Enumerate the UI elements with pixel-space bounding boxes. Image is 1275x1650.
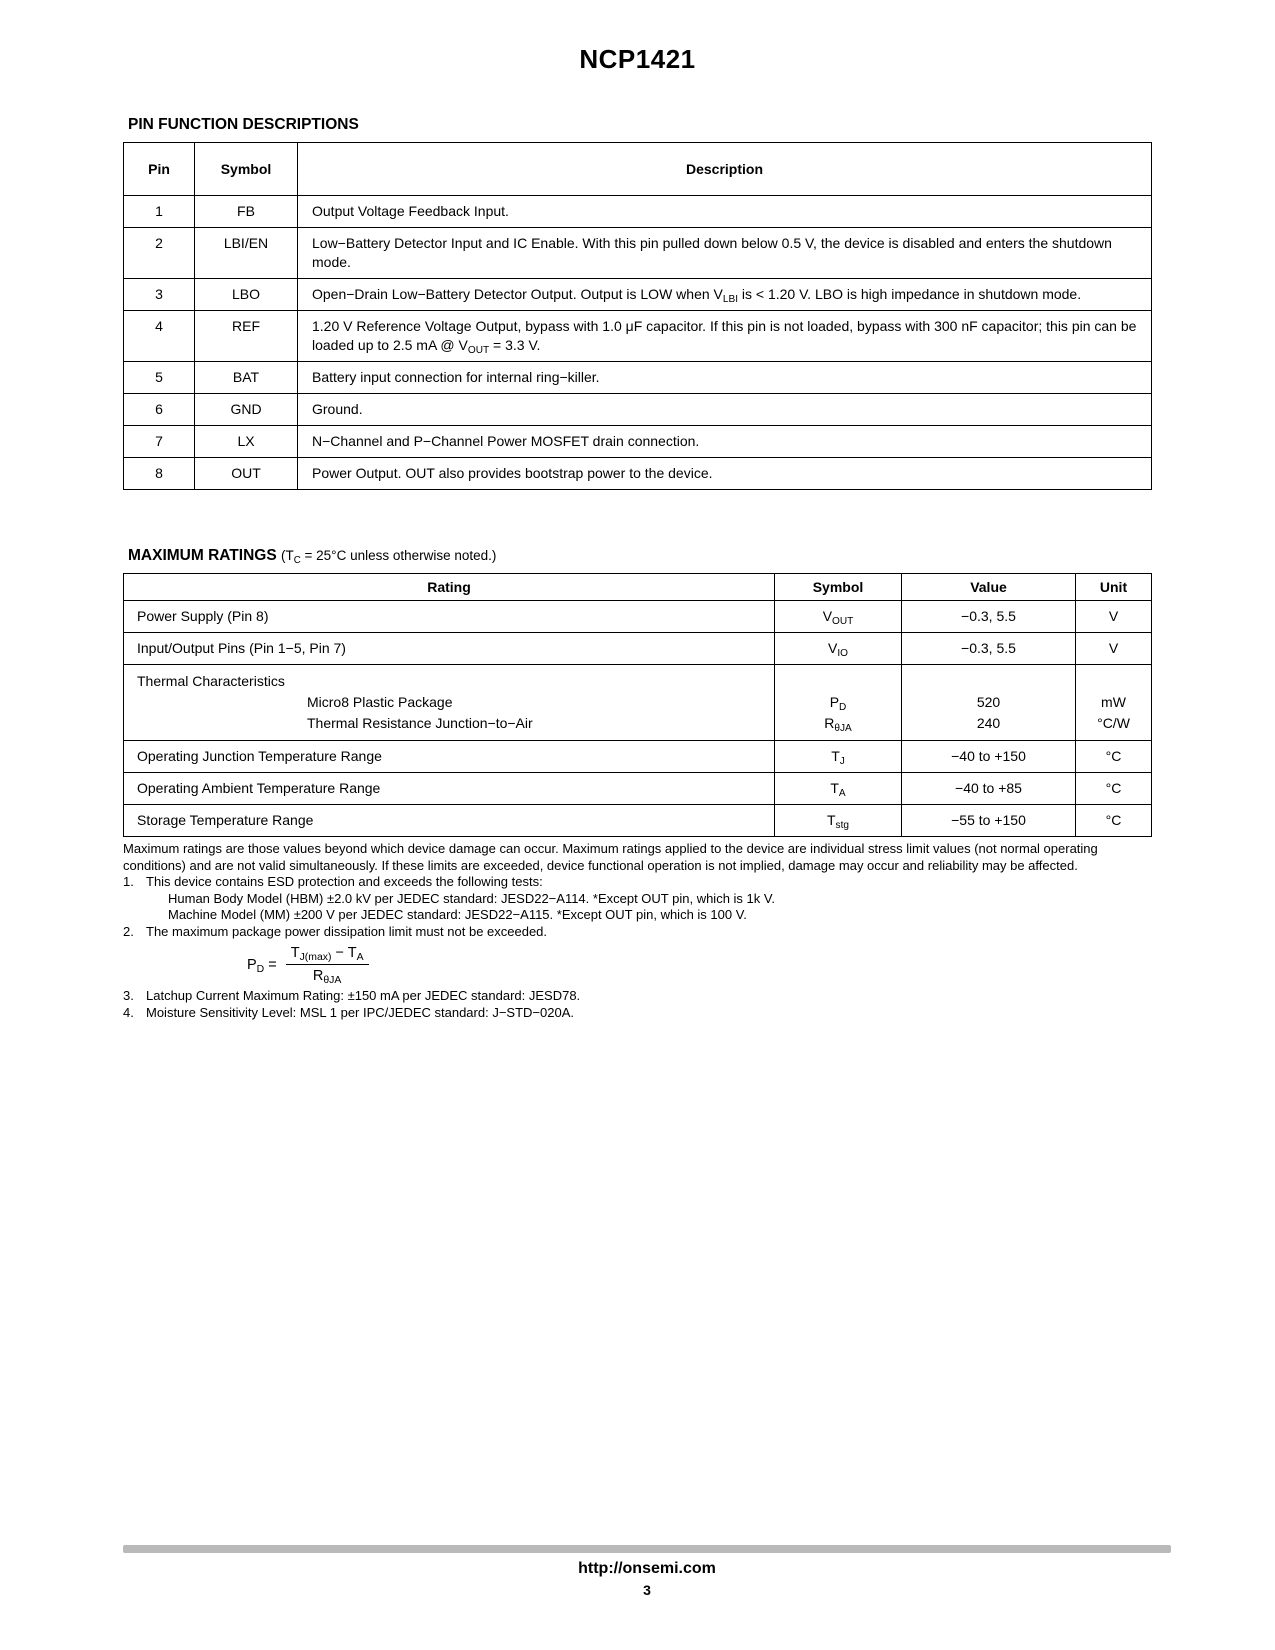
- formula-lhs: $P_D$ =: [247, 956, 277, 975]
- footer-divider: [123, 1545, 1171, 1553]
- rating-cell: Power Supply (Pin 8): [124, 601, 775, 633]
- unit-cell: V: [1076, 633, 1152, 665]
- table-row-thermal: [124, 665, 1152, 741]
- symbol-column-header: Symbol: [195, 143, 298, 196]
- pin-symbol: LBO: [195, 279, 298, 311]
- page-footer: [123, 1545, 1171, 1598]
- page-content: [123, 116, 1152, 1021]
- page-number: 3: [643, 1582, 651, 1598]
- thermal-unit: °C/W: [1097, 715, 1130, 731]
- note-number: 1.: [123, 874, 134, 889]
- pin-number: 4: [124, 311, 195, 362]
- pin-symbol: LBI/EN: [195, 228, 298, 279]
- value-cell: −40 to +150: [902, 741, 1076, 773]
- pin-function-heading: PIN FUNCTION DESCRIPTIONS: [128, 116, 359, 133]
- table-row: [124, 805, 1152, 837]
- pin-number: 5: [124, 362, 195, 394]
- symbol-cell: $T_J$: [775, 741, 902, 773]
- note-text: Moisture Sensitivity Level: MSL 1 per IPC/JEDEC standard: J−STD−020A.: [146, 1004, 574, 1020]
- table-row: [124, 458, 1152, 490]
- pin-number: 1: [124, 196, 195, 228]
- unit-cell: °C: [1076, 773, 1152, 805]
- unit-cell: °C: [1076, 805, 1152, 837]
- thermal-unit: mW: [1101, 694, 1126, 710]
- unit-cell: [1076, 665, 1152, 741]
- thermal-symbol: $R_{\theta JA}$: [824, 715, 852, 735]
- note-text: Latchup Current Maximum Rating: ±150 mA per JEDEC standard: JESD78.: [146, 988, 581, 1003]
- formula-denominator: $R_{\theta JA}$: [286, 964, 369, 984]
- value-cell: [902, 665, 1076, 741]
- note-text: The maximum package power dissipation limit must not be exceeded.: [146, 923, 548, 939]
- symbol-cell: $V_{IO}$: [775, 633, 902, 665]
- power-dissipation-formula: [247, 945, 1152, 987]
- table-row: [124, 311, 1152, 362]
- max-table-header-row: [124, 574, 1152, 601]
- pin-description: Low−Battery Detector Input and IC Enable. With this pin pulled down below 0.5 V, the device is disabled and enters the shutdown mode.: [298, 228, 1152, 279]
- maximum-ratings-table: [123, 573, 1152, 837]
- pin-symbol: BAT: [195, 362, 298, 394]
- thermal-symbol: $P_D$: [829, 694, 847, 714]
- pin-number: 7: [124, 426, 195, 458]
- table-row: [124, 773, 1152, 805]
- pin-symbol: REF: [195, 311, 298, 362]
- rating-column-header: Rating: [124, 574, 775, 601]
- formula-fraction: [286, 945, 369, 987]
- thermal-value: 240: [976, 715, 1001, 731]
- table-row: [124, 394, 1152, 426]
- unit-column-header: Unit: [1076, 574, 1152, 601]
- formula-numerator: $T_{J(max)} - T_A$: [290, 945, 364, 964]
- pin-description: N−Channel and P−Channel Power MOSFET drain connection.: [298, 426, 1152, 458]
- maximum-ratings-condition: ($T_C = 25^\circ C$ unless otherwise noted.): [281, 548, 497, 566]
- unit-cell: V: [1076, 601, 1152, 633]
- rating-cell: [124, 665, 775, 741]
- value-cell: −0.3, 5.5: [902, 601, 1076, 633]
- pin-function-table: [123, 142, 1152, 490]
- pin-symbol: FB: [195, 196, 298, 228]
- note-text: This device contains ESD protection and exceeds the following tests:: [146, 874, 543, 889]
- note-number: 4.: [123, 1004, 134, 1020]
- thermal-title: Thermal Characteristics: [137, 673, 285, 689]
- rating-cell: Storage Temperature Range: [124, 805, 775, 837]
- unit-cell: °C: [1076, 741, 1152, 773]
- note-2: [123, 924, 1152, 941]
- symbol-cell: $T_A$: [775, 773, 902, 805]
- maximum-ratings-heading: [128, 547, 1152, 565]
- symbol-cell: $T_{stg}$: [775, 805, 902, 837]
- pin-symbol: OUT: [195, 458, 298, 490]
- pin-description: Power Output. OUT also provides bootstrap power to the device.: [298, 458, 1152, 490]
- table-row: [124, 601, 1152, 633]
- thermal-sub-rating: Thermal Resistance Junction−to−Air: [307, 715, 533, 731]
- symbol-column-header: Symbol: [775, 574, 902, 601]
- table-row: [124, 426, 1152, 458]
- pin-number: 3: [124, 279, 195, 311]
- pin-column-header: Pin: [124, 143, 195, 196]
- table-row: [124, 196, 1152, 228]
- table-row: [124, 741, 1152, 773]
- pin-description: 1.20 V Reference Voltage Output, bypass with 1.0 μF capacitor. If this pin is not loaded, bypass with 300 nF capacitor; this pin can be loaded up to 2.5 mA @ $V_{OUT} = 3.3$ V.: [298, 311, 1152, 362]
- value-cell: −40 to +85: [902, 773, 1076, 805]
- pin-number: 8: [124, 458, 195, 490]
- maximum-ratings-title: MAXIMUM RATINGS: [128, 547, 277, 564]
- page-title: NCP1421: [579, 44, 696, 74]
- pin-number: 2: [124, 228, 195, 279]
- onsemi-url-link[interactable]: http://onsemi.com: [578, 1560, 716, 1577]
- note-3: [123, 988, 1152, 1005]
- note-1-sub-hbm: Human Body Model (HBM) ±2.0 kV per JEDEC standard: JESD22−A114. *Except OUT pin, which is 1k V.: [168, 890, 775, 906]
- description-column-header: Description: [298, 143, 1152, 196]
- pin-description: Ground.: [298, 394, 1152, 426]
- table-row: [124, 362, 1152, 394]
- note-4: [123, 1005, 1152, 1022]
- max-ratings-disclaimer: Maximum ratings are those values beyond which device damage can occur. Maximum ratings applied to the device are individual stress limit values (not normal operating conditions) and are not valid simultaneously. If these limits are exceeded, device functional operation is not implied, damage may occur and reliability may be affected.: [123, 841, 1098, 873]
- pin-description: Output Voltage Feedback Input.: [298, 196, 1152, 228]
- table-row: [124, 228, 1152, 279]
- pin-symbol: LX: [195, 426, 298, 458]
- note-number: 2.: [123, 923, 134, 939]
- rating-cell: Input/Output Pins (Pin 1−5, Pin 7): [124, 633, 775, 665]
- table-row: [124, 279, 1152, 311]
- thermal-sub-rating: Micro8 Plastic Package: [307, 694, 453, 710]
- pin-number: 6: [124, 394, 195, 426]
- pin-table-header-row: [124, 143, 1152, 196]
- rating-cell: Operating Ambient Temperature Range: [124, 773, 775, 805]
- value-column-header: Value: [902, 574, 1076, 601]
- note-1: [123, 874, 1152, 891]
- value-cell: −0.3, 5.5: [902, 633, 1076, 665]
- symbol-cell: $V_{OUT}$: [775, 601, 902, 633]
- thermal-value: 520: [976, 694, 1001, 710]
- pin-description: Battery input connection for internal ring−killer.: [298, 362, 1152, 394]
- value-cell: −55 to +150: [902, 805, 1076, 837]
- rating-cell: Operating Junction Temperature Range: [124, 741, 775, 773]
- pin-symbol: GND: [195, 394, 298, 426]
- note-number: 3.: [123, 988, 134, 1003]
- note-1-sub-mm: Machine Model (MM) ±200 V per JEDEC standard: JESD22−A115. *Except OUT pin, which is 100 V.: [168, 907, 747, 922]
- table-row: [124, 633, 1152, 665]
- pin-description: Open−Drain Low−Battery Detector Output. Output is LOW when $V_{LBI}$ is < 1.20 V. LBO is high impedance in shutdown mode.: [298, 279, 1152, 311]
- symbol-cell: [775, 665, 902, 741]
